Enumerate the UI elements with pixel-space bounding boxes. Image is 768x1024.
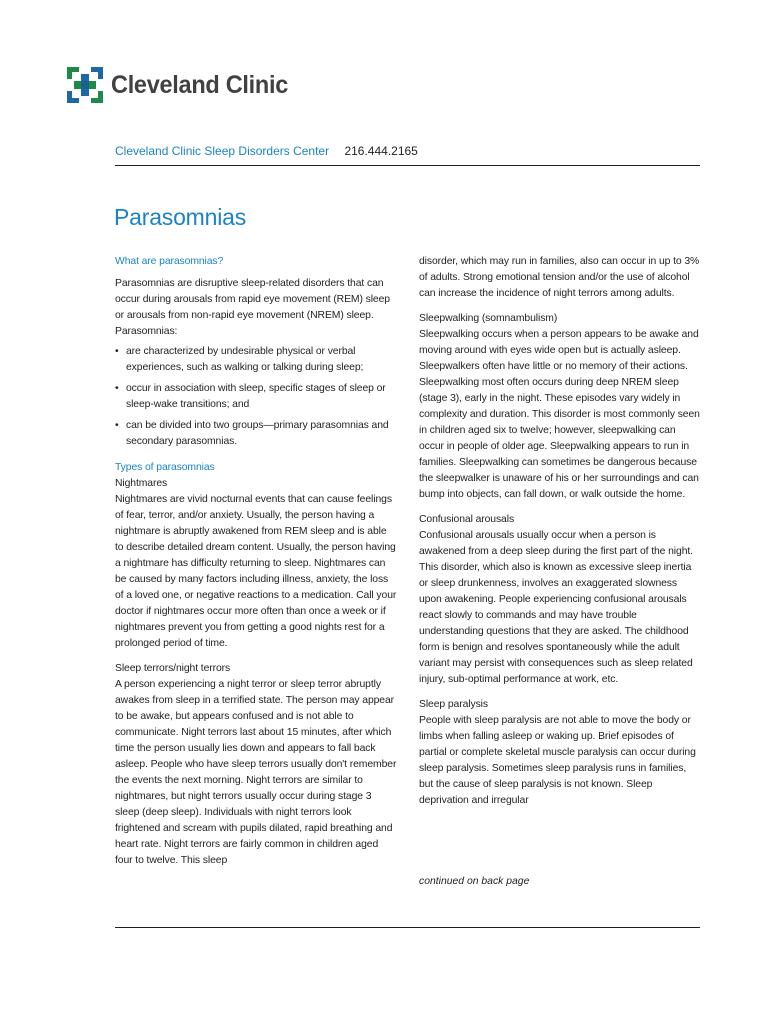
- nightmares-paragraph: Nightmares are vivid nocturnal events that can cause feelings of fear, terror, and/or anxiety. Usually, the person having a nightmare is abruptly awakened from REM sleep and is able to describe detailed dream content. Usually, the person having a nightmare has difficulty returning to sleep. Nightmares can be caused by many factors including illness, anxiety, the loss of a loved one, or negative reactions to a medication. Call your doctor if nightmares occur more often than once a week or if nightmares prevent you from getting a good nights rest for a prolonged period of time.: [115, 494, 397, 649]
- sleep-terrors-paragraph: A person experiencing a night terror or sleep terror abruptly awakes from sleep in a terrified state. The person may appear to be awake, but appears confused and is not able to communicate. Night terrors last about 15 minutes, after which time the person usually lies down and appears to fall back asleep. People who have sleep terrors usually don't remember the events the next morning. Night terrors are similar to nightmares, but night terrors usually occur during stage 3 sleep (deep sleep). Individuals with night terrors look frightened and scream with pupils dilated, rapid breathing and heart rate. Night terrors are fairly common in children aged four to twelve. This sleep: [115, 679, 397, 866]
- list-item: • occur in association with sleep, specific stages of sleep or sleep-wake transitions; and: [115, 381, 397, 413]
- intro-paragraph: Parasomnias are disruptive sleep-related disorders that can occur during arousals from rapid eye movement (REM) sleep or arousals from non-rapid eye movement (NREM) sleep. Parasomnias:: [115, 278, 390, 337]
- types-heading: Types of parasomnias: [115, 462, 215, 473]
- contact-line: [115, 144, 418, 158]
- sleepwalking-paragraph: Sleepwalking occurs when a person appears to be awake and moving around with eyes wide open but is actually asleep. Sleepwalkers often have little or no memory of their actions. Sleepwalking most often occurs during deep NREM sleep (stage 3), early in the night. These episodes vary widely in complexity and duration. This disorder is most commonly seen in children aged six to twelve; however, sleepwalking can occur in people of older age. Sleepwalking appears to run in families. Sleepwalking can sometimes be dangerous because the sleepwalker is unaware of his or her surroundings and can bump into objects, can fall down, or walk outside the home.: [419, 329, 700, 500]
- phone-number: 216.444.2165: [344, 144, 418, 158]
- list-item: • are characterized by undesirable physical or verbal experiences, such as walking or talking during sleep;: [115, 344, 397, 376]
- sleepwalking-title: Sleepwalking (somnambulism): [419, 313, 558, 324]
- header-divider: [115, 165, 700, 166]
- footer-divider: [115, 927, 700, 928]
- sleep-paralysis-title: Sleep paralysis: [419, 699, 488, 710]
- left-column: [115, 254, 397, 869]
- cleveland-clinic-logo-icon: [67, 67, 103, 103]
- confusional-arousals-paragraph: Confusional arousals usually occur when a person is awakened from a deep sleep during the first part of the night. This disorder, which also is known as excessive sleep inertia or sleep drunkenness, involves an exaggerated slowness upon awakening. People experiencing confusional arousals react slowly to commands and may have trouble understanding questions that they are asked. The childhood form is benign and resolves spontaneously while the adult variant may persist with consequences such as sleep related injury, sub-optimal performance at work, etc.: [419, 530, 693, 685]
- what-are-parasomnias-heading: What are parasomnias?: [115, 256, 224, 267]
- confusional-arousals-title: Confusional arousals: [419, 514, 515, 525]
- sleep-center-name: Cleveland Clinic Sleep Disorders Center: [115, 144, 330, 158]
- right-column: [419, 254, 702, 809]
- nightmares-title: Nightmares: [115, 478, 168, 489]
- logo: [67, 67, 299, 103]
- continued-note: continued on back page: [419, 876, 530, 887]
- page-title: Parasomnias: [114, 204, 247, 230]
- sleep-terrors-continued: disorder, which may run in families, also can occur in up to 3% of adults. Strong emotional tension and/or the use of alcohol can increase the incidence of night terrors among adults.: [419, 256, 700, 299]
- characteristics-list: [115, 344, 397, 450]
- sleep-terrors-title: Sleep terrors/night terrors: [115, 663, 231, 674]
- sleep-paralysis-paragraph: People with sleep paralysis are not able to move the body or limbs when falling asleep or waking up. Brief episodes of partial or complete skeletal muscle paralysis can occur during sleep paralysis. Sometimes sleep paralysis runs in families, but the cause of sleep paralysis is not known. Sleep deprivation and irregular: [419, 715, 696, 806]
- logo-wordmark: Cleveland Clinic: [111, 71, 289, 99]
- list-item: • can be divided into two groups—primary parasomnias and secondary parasomnias.: [115, 418, 397, 450]
